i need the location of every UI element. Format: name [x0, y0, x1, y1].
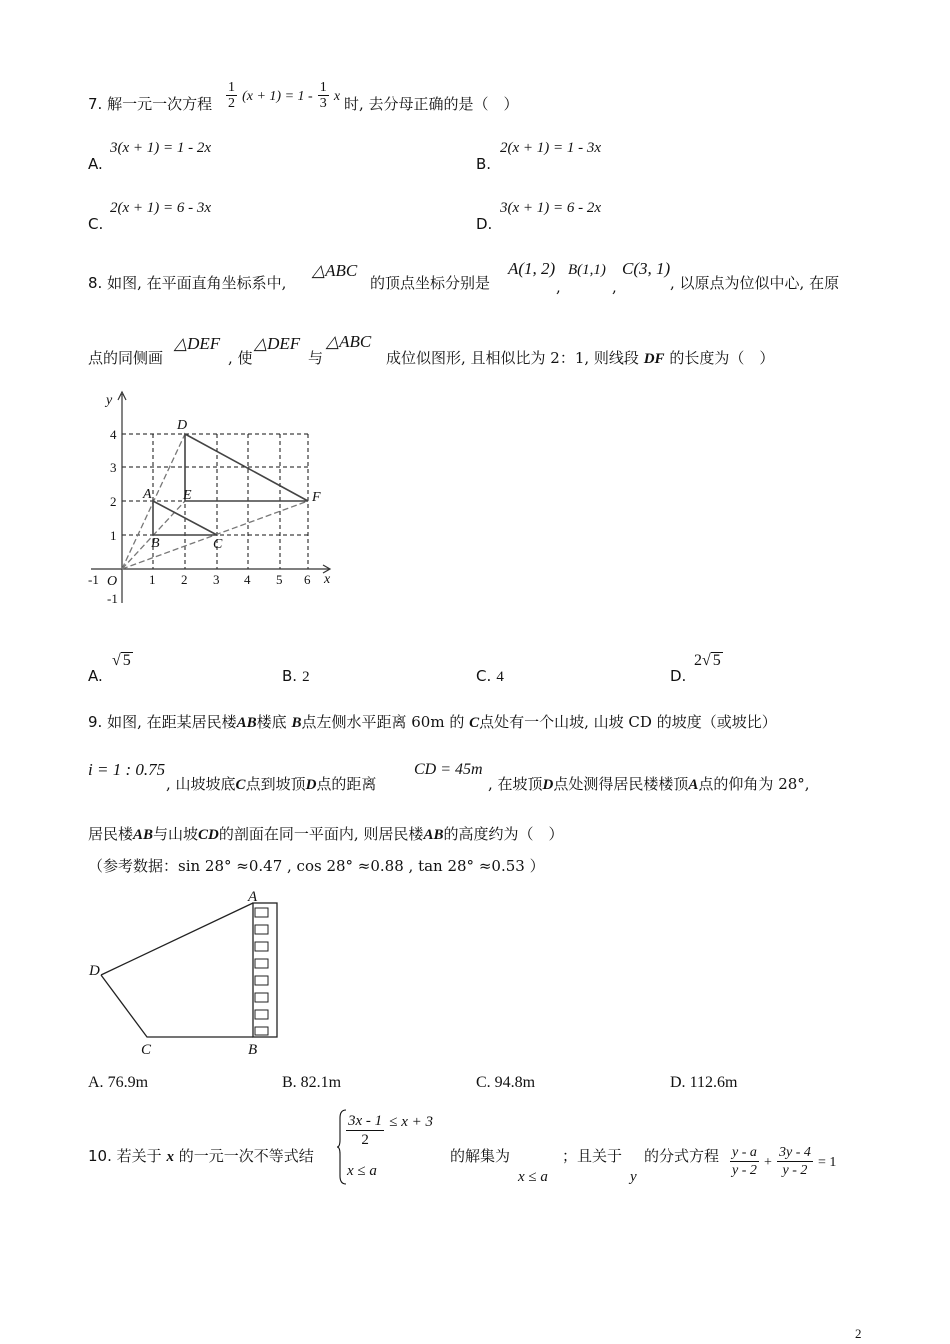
- q8-point-b: B(1,1): [568, 262, 606, 278]
- q7-option-d-text: 3(x + 1) = 6 - 2x: [500, 200, 602, 216]
- q10-text: ；且关于: [562, 1147, 623, 1165]
- q8-text: 与: [308, 349, 324, 367]
- point-label-b: B: [151, 536, 160, 551]
- q9-d: D: [305, 777, 317, 793]
- q8-segment-df: DF: [643, 351, 665, 367]
- q10-inequality-1: [346, 1112, 433, 1149]
- q7-stem-text: 解一元一次方程: [107, 95, 213, 113]
- x-tick: 1: [149, 572, 156, 587]
- q8-text: 如图, 在平面直角坐标系中,: [107, 274, 287, 292]
- option-text: 112.6m: [689, 1074, 738, 1091]
- q10-text: 若关于: [116, 1147, 162, 1165]
- line-da: [101, 903, 253, 975]
- q7-option-c[interactable]: [88, 214, 103, 233]
- q10-x: x: [166, 1149, 174, 1165]
- q9-text: 的剖面在同一平面内, 则居民楼: [218, 825, 424, 843]
- q8-comma: ,: [556, 278, 561, 296]
- q10-equals-one: = 1: [817, 1155, 837, 1170]
- q7-option-a[interactable]: [88, 154, 103, 173]
- q9-c: C: [469, 715, 480, 731]
- q8-coordinate-figure: [85, 388, 345, 618]
- x-axis-label: x: [324, 572, 331, 587]
- q9-line2-b: [488, 774, 810, 795]
- q10-stem: [88, 1146, 314, 1167]
- triangles: [153, 434, 308, 535]
- q10-frac-2: [777, 1144, 813, 1179]
- figure-labels: [88, 889, 258, 1058]
- q7-option-d[interactable]: [476, 214, 492, 233]
- q9-option-d[interactable]: [670, 1074, 737, 1092]
- option-text: 94.8m: [494, 1074, 536, 1091]
- q9-text: 点的仰角为 28°,: [698, 775, 810, 793]
- y-tick: 3: [110, 460, 117, 475]
- q9-number: 9.: [88, 713, 103, 731]
- q7-option-b[interactable]: [476, 154, 491, 173]
- q8-text: 的长度为（ ）: [669, 349, 775, 367]
- point-label-f: F: [312, 490, 321, 505]
- q8-option-c[interactable]: [476, 666, 504, 686]
- label-b: B: [248, 1042, 258, 1058]
- x-tick: 6: [304, 572, 311, 587]
- q8-triangle-def: △DEF: [254, 334, 301, 353]
- point-label-d: D: [177, 418, 188, 433]
- label-d: D: [89, 963, 100, 979]
- q8-triangle-abc: △ABC: [312, 261, 358, 280]
- option-text: 76.9m: [107, 1074, 149, 1091]
- option-letter: A.: [88, 155, 103, 173]
- q9-d: D: [542, 777, 554, 793]
- option-letter: B.: [476, 155, 492, 173]
- building-ab: [253, 903, 277, 1037]
- q7-option-b-text: 2(x + 1) = 1 - 3x: [500, 140, 602, 156]
- q9-option-a[interactable]: [88, 1074, 148, 1092]
- q9-text: 楼底: [256, 713, 287, 731]
- coefficient: 2: [694, 652, 702, 669]
- frac-numerator: 1: [319, 80, 327, 95]
- q10-solution-set: x ≤ a: [518, 1169, 548, 1185]
- q9-ab: AB: [133, 827, 154, 843]
- point-label-a: A: [143, 487, 152, 502]
- y-tick: 1: [110, 528, 117, 543]
- x-tick: 2: [181, 572, 188, 587]
- y-tick: -1: [107, 591, 118, 606]
- label-c: C: [141, 1042, 152, 1058]
- q9-option-c[interactable]: [476, 1074, 535, 1092]
- q7-stem-end: 时, 去分母正确的是（ ）: [344, 95, 519, 113]
- option-letter: A.: [88, 667, 103, 685]
- building-windows: [255, 908, 268, 1035]
- q8-comma: ,: [612, 278, 617, 296]
- q9-text: , 在坡顶: [488, 775, 543, 793]
- q10-plus: +: [763, 1155, 772, 1170]
- y-tick: 4: [110, 427, 117, 442]
- frac-denominator: y - 2: [782, 1163, 808, 1178]
- q10-text: 的一元一次不等式结: [178, 1147, 314, 1165]
- q9-text: 点的距离: [316, 775, 377, 793]
- option-letter: C.: [88, 215, 104, 233]
- option-text: 4: [496, 669, 504, 685]
- y-axis-label: y: [106, 393, 113, 408]
- q9-option-b[interactable]: [282, 1074, 341, 1092]
- frac-denominator: 2: [361, 1132, 369, 1148]
- q9-line2-a: [166, 774, 376, 795]
- q7-option-a-text: 3(x + 1) = 1 - 2x: [110, 140, 212, 156]
- option-letter: D.: [670, 667, 687, 685]
- q9-reference-data: （参考数据：sin 28° ≈0.47 , cos 28° ≈0.88 , tan 28° ≈0.53 ）: [88, 857, 545, 875]
- slope-dc-cb: [101, 975, 253, 1037]
- q10-inequality-2: x ≤ a: [347, 1163, 377, 1179]
- q8-text: 成位似图形, 且相似比为 2：1, 则线段: [386, 349, 639, 367]
- q10-y: y: [630, 1169, 637, 1185]
- point-label-e: E: [183, 488, 192, 503]
- q8-option-d[interactable]: [670, 666, 686, 685]
- frac-denominator: 2: [228, 96, 235, 111]
- q9-text: 的高度约为（ ）: [443, 825, 564, 843]
- q9-b: B: [291, 715, 302, 731]
- q7-eq-mid: (x + 1) = 1 -: [242, 89, 313, 104]
- q9-ab: AB: [423, 827, 444, 843]
- q8-option-a-value: √ 5: [112, 652, 131, 669]
- x-tick: -1: [88, 572, 99, 587]
- q8-text: 点的同侧画: [88, 349, 164, 367]
- option-letter: B.: [282, 667, 298, 685]
- radicand: 5: [122, 652, 131, 669]
- label-a: A: [248, 889, 258, 905]
- q8-option-d-value: 2√ 5: [694, 652, 721, 669]
- page-number: 2: [855, 1326, 862, 1341]
- q7-eq-var: x: [333, 89, 341, 104]
- q7-frac-half: [226, 80, 237, 111]
- q8-point-c: C(3, 1): [622, 259, 671, 278]
- q8-option-a[interactable]: [88, 666, 103, 685]
- q8-option-b[interactable]: [282, 666, 310, 686]
- q8-text: 的顶点坐标分别是: [370, 274, 491, 292]
- q7-number: 7.: [88, 95, 103, 113]
- q9-a: A: [688, 777, 699, 793]
- q8-text: , 使: [228, 349, 253, 367]
- q8-number: 8.: [88, 274, 103, 292]
- q7-equation: [226, 80, 340, 111]
- q9-text: 居民楼: [88, 825, 134, 843]
- q9-text: , 山坡坡底: [166, 775, 236, 793]
- origin-label: O: [107, 574, 118, 589]
- q9-text: 如图, 在距某居民楼: [107, 713, 237, 731]
- y-tick: 2: [110, 494, 117, 509]
- q9-text: 与山坡: [153, 825, 199, 843]
- q8-text: , 以原点为位似中心, 在原: [670, 274, 840, 292]
- q9-text: 点左侧水平距离 60m 的: [301, 713, 465, 731]
- q10-ineq-frac: [346, 1112, 384, 1149]
- q9-cd-length: CD = 45m: [414, 761, 483, 778]
- q10-text: 的解集为: [450, 1147, 511, 1165]
- option-letter: D.: [476, 215, 493, 233]
- axes: [91, 392, 330, 603]
- option-letter: D.: [670, 1074, 686, 1091]
- option-text: 82.1m: [300, 1074, 342, 1091]
- q7-stem: [88, 94, 212, 114]
- q7-option-c-text: 2(x + 1) = 6 - 3x: [110, 200, 212, 216]
- option-letter: C.: [476, 1074, 491, 1091]
- q8-line1-start: [88, 273, 286, 293]
- frac-numerator: 1: [228, 80, 235, 95]
- q9-line3: [88, 824, 563, 845]
- radicand: 5: [712, 652, 721, 669]
- frac-numerator: 3x - 1: [348, 1113, 383, 1129]
- triangle-def: [185, 434, 308, 501]
- x-tick: 3: [213, 572, 220, 587]
- q10-number: 10.: [88, 1147, 112, 1165]
- q9-cd: CD: [198, 827, 219, 843]
- q8-triangle-abc: △ABC: [326, 332, 372, 351]
- x-tick: 5: [276, 572, 283, 587]
- q9-c: C: [235, 777, 246, 793]
- frac-numerator: 3y - 4: [778, 1145, 811, 1160]
- option-letter: C.: [476, 667, 492, 685]
- q8-point-a: A(1, 2): [508, 259, 556, 278]
- option-text: 2: [302, 669, 310, 685]
- q8-triangle-def: △DEF: [174, 334, 221, 353]
- frac-denominator: 3: [319, 96, 327, 111]
- q10-fractional-equation: [730, 1144, 836, 1179]
- q9-text: 点到坡顶: [245, 775, 306, 793]
- profile-lines: [101, 903, 277, 1037]
- q9-text: 点处测得居民楼楼顶: [553, 775, 689, 793]
- q10-frac-1: [730, 1144, 759, 1179]
- frac-denominator: y - 2: [732, 1163, 757, 1178]
- q8-line2-end: [386, 348, 774, 369]
- option-letter: A.: [88, 1074, 104, 1091]
- q10-text: 的分式方程: [644, 1147, 720, 1165]
- q9-slope: i = 1 : 0.75: [88, 760, 166, 779]
- x-tick: 4: [244, 572, 251, 587]
- q9-line1: [88, 712, 777, 733]
- q9-ab: AB: [236, 715, 257, 731]
- q10-ineq-rhs: ≤ x + 3: [389, 1114, 434, 1130]
- q7-frac-third: [318, 80, 329, 111]
- point-label-c: C: [213, 537, 223, 552]
- q9-slope-figure: [85, 888, 295, 1063]
- frac-numerator: y - a: [732, 1145, 757, 1160]
- option-letter: B.: [282, 1074, 297, 1091]
- q9-text: 点处有一个山坡, 山坡 CD 的坡度（或坡比）: [479, 713, 777, 731]
